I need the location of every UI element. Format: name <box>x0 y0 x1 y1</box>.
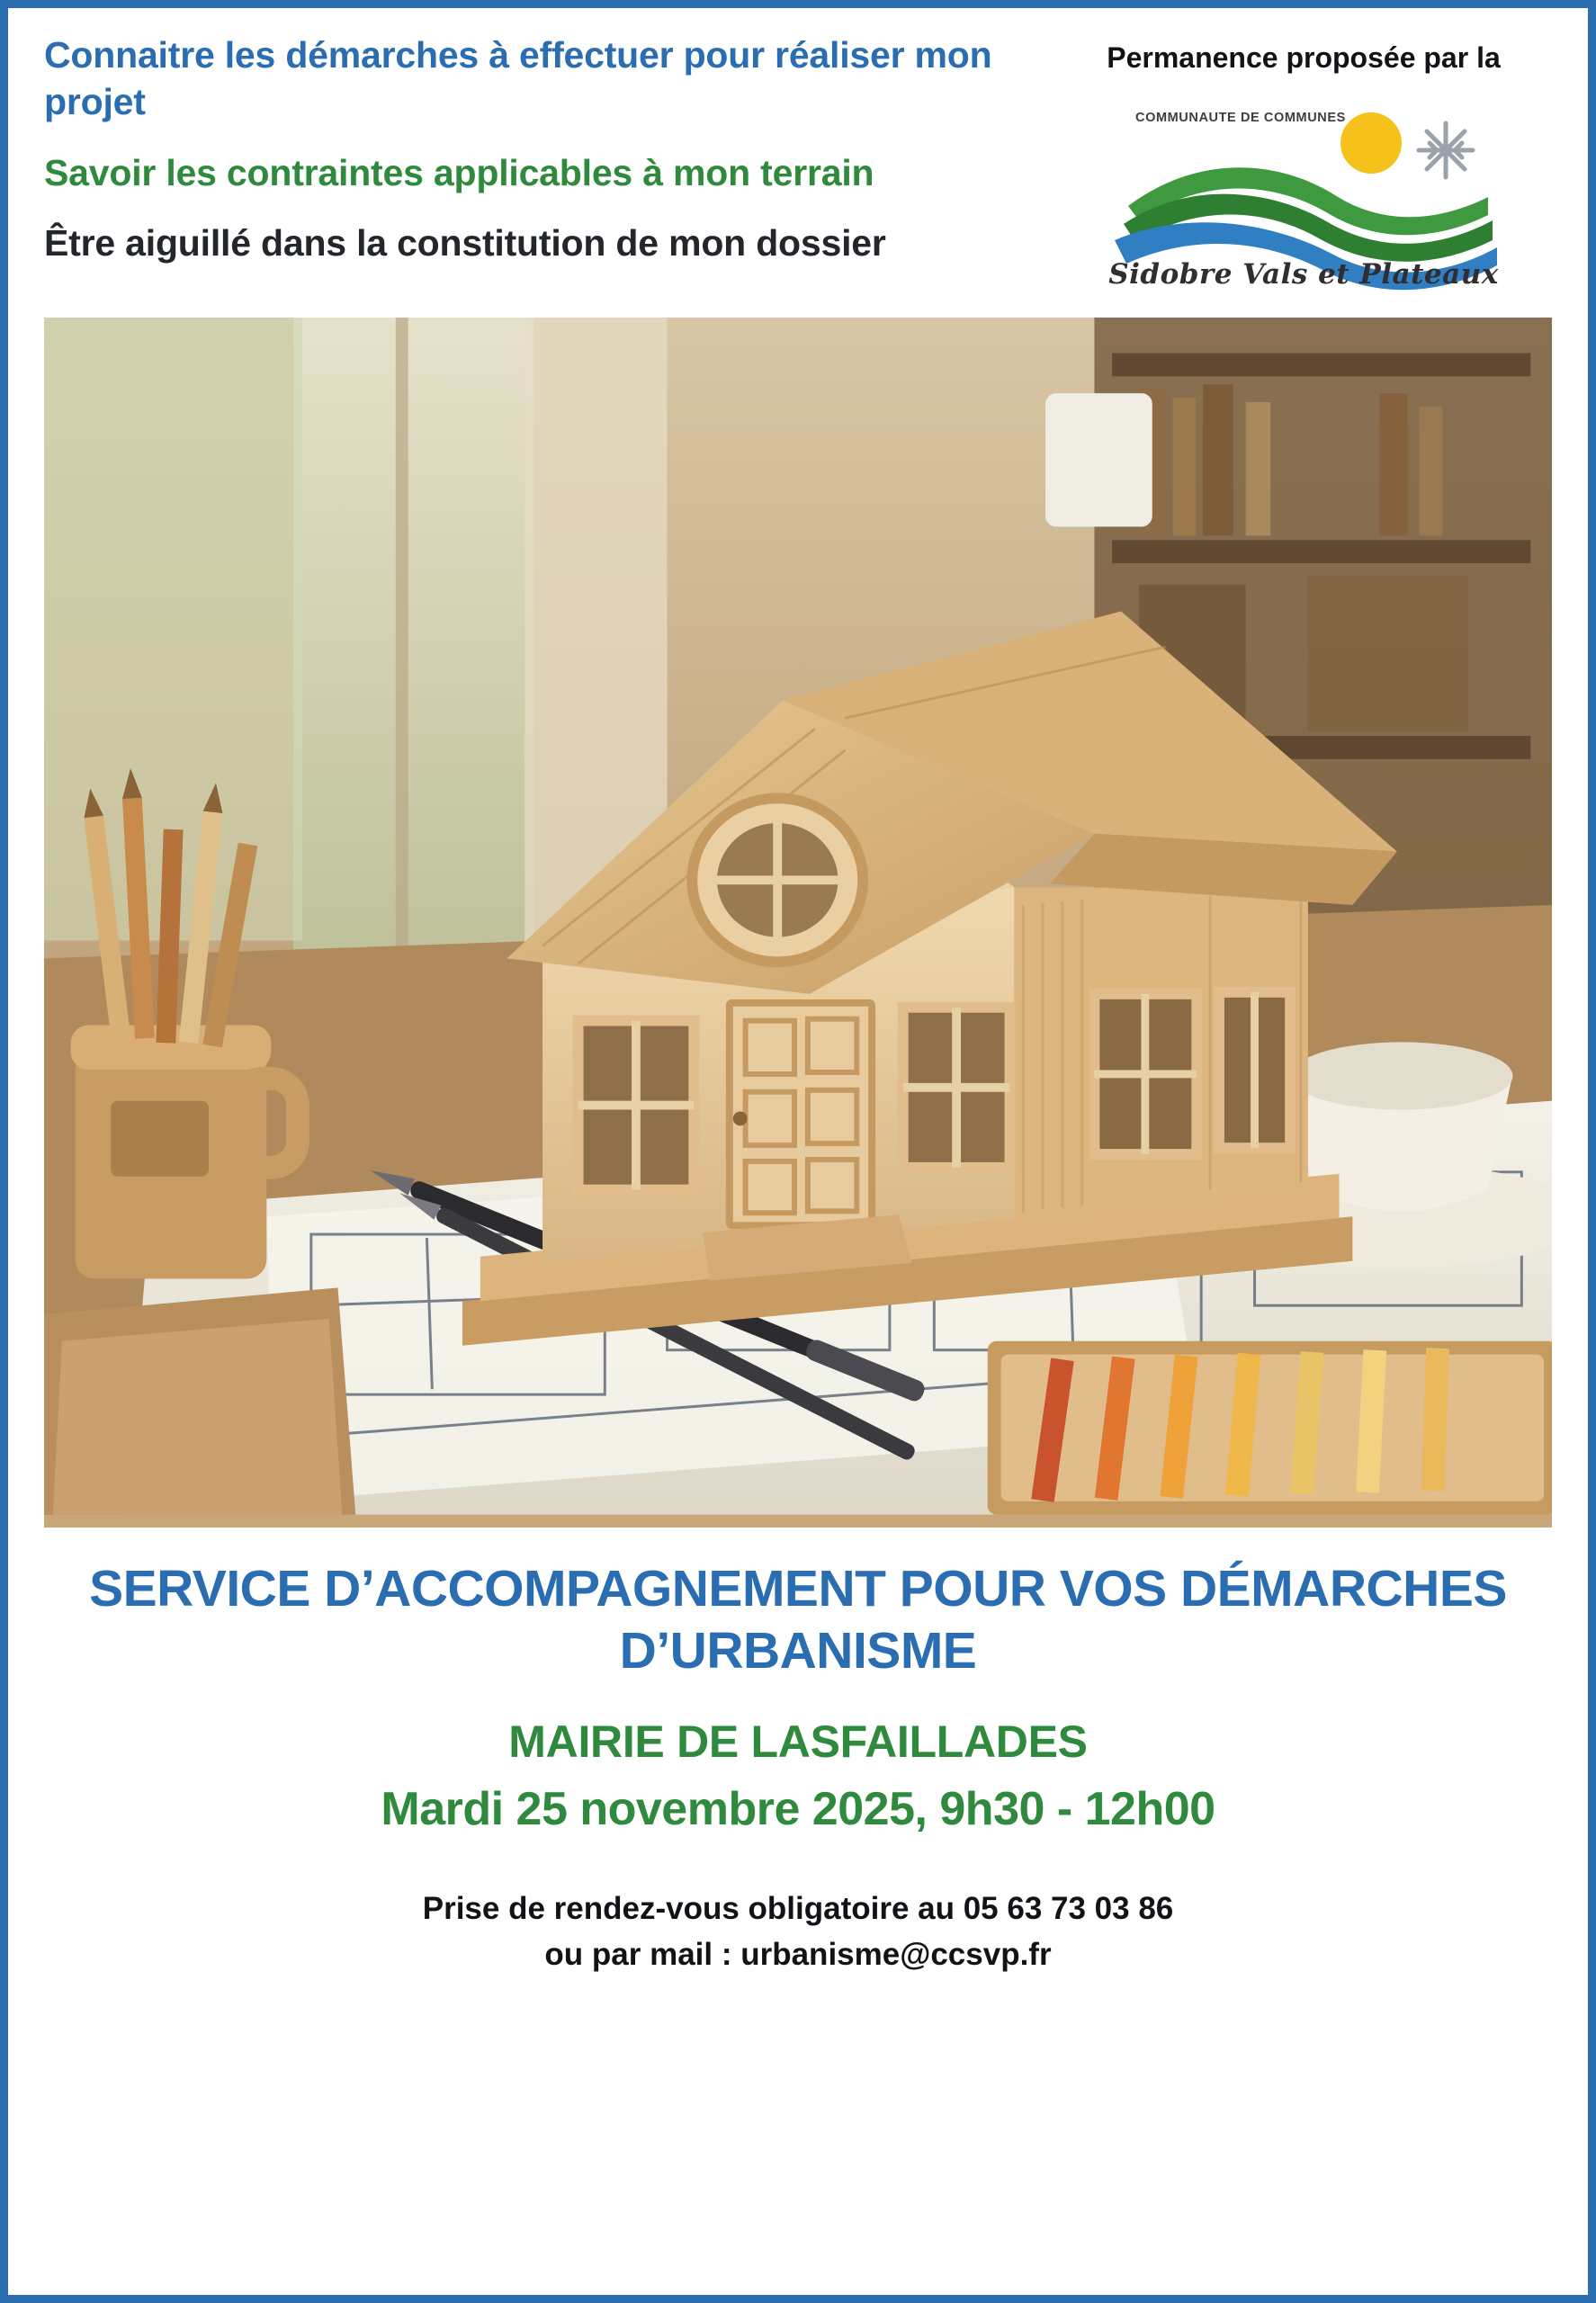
header-bullet-list <box>44 31 1079 267</box>
event-datetime: Mardi 25 novembre 2025, 9h30 - 12h00 <box>381 1783 1215 1836</box>
poster-footer <box>8 1528 1588 1977</box>
page-title: SERVICE D’ACCOMPAGNEMENT POUR VOS DÉMARCHES D’URBANISME <box>89 1560 1507 1680</box>
ccsvp-logo <box>1092 89 1515 296</box>
hero-photo <box>44 318 1552 1528</box>
permanence-label: Permanence proposée par la <box>1107 41 1501 74</box>
contact-phone: Prise de rendez-vous obligatoire au 05 63 73 03 86 <box>422 1891 1174 1927</box>
logo-top-text: COMMUNAUTE DE COMMUNES <box>1135 111 1346 126</box>
venue-name: MAIRIE DE LASFAILLADES <box>508 1716 1088 1768</box>
header-bullet-1: Connaitre les démarches à effectuer pour réaliser mon projet <box>44 34 992 123</box>
hero-photo-illustration <box>44 318 1552 1515</box>
contact-mail: ou par mail : urbanisme@ccsvp.fr <box>544 1936 1052 1972</box>
poster-header <box>8 8 1588 296</box>
header-bullet-3: Être aiguillé dans la constitution de mon dossier <box>44 222 886 264</box>
logo-name-text: Sidobre Vals et Plateaux <box>1108 258 1499 291</box>
header-bullet-2: Savoir les contraintes applicables à mon terrain <box>44 151 874 193</box>
header-logo-block <box>1079 31 1529 296</box>
